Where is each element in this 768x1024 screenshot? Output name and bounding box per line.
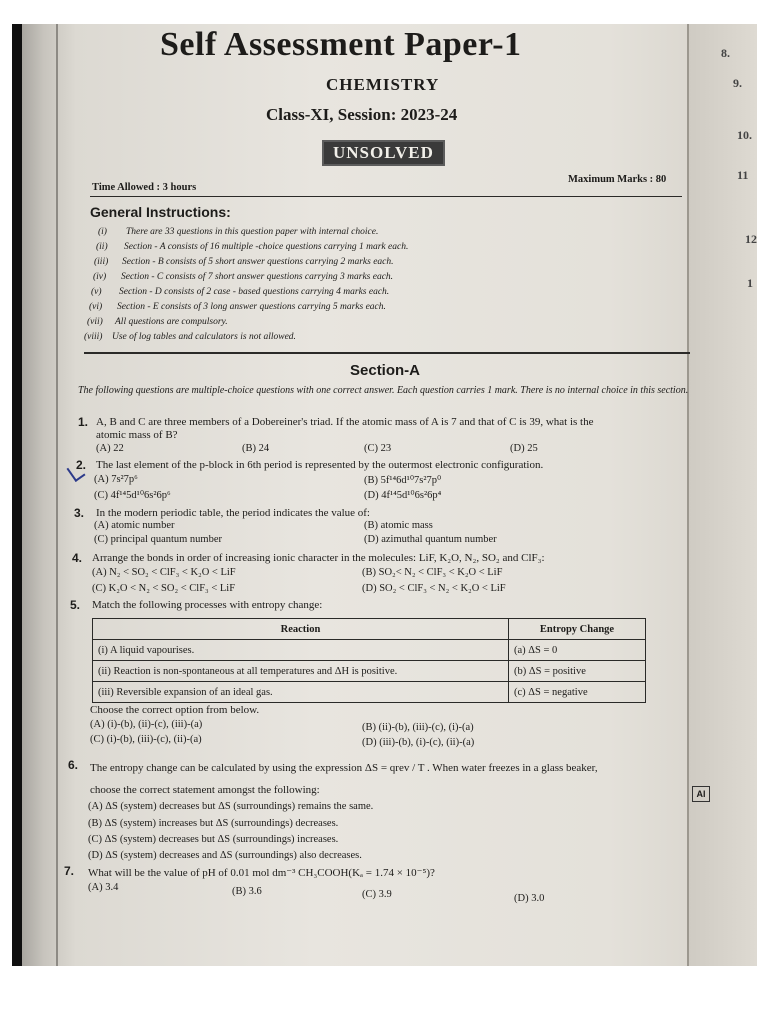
option: (C) 23 <box>364 443 392 454</box>
question-text-cont: choose the correct statement amongst the following: <box>90 784 320 796</box>
question-text-cont: atomic mass of B? <box>96 429 178 441</box>
ai-tag-icon: AI <box>692 786 710 802</box>
instruction-number: (viii) <box>84 332 103 342</box>
instruction-text: There are 33 questions in this question paper with internal choice. <box>126 227 379 237</box>
adjacent-number: 1 <box>747 276 753 290</box>
question-text: Match the following processes with entropy change: <box>92 599 323 611</box>
option: (C) 3.9 <box>362 889 392 900</box>
instruction-item <box>89 302 386 312</box>
instruction-text: All questions are compulsory. <box>115 317 228 327</box>
instruction-item <box>93 272 393 282</box>
instruction-text: Use of log tables and calculators is not allowed. <box>112 332 296 342</box>
instruction-item <box>84 332 296 342</box>
table-header-row <box>93 619 646 640</box>
instruction-item <box>96 242 408 252</box>
option: (D) (iii)-(b), (i)-(c), (ii)-(a) <box>362 737 475 748</box>
table-cell: (iii) Reversible expansion of an ideal gas. <box>93 682 509 703</box>
instruction-number: (i) <box>98 227 107 237</box>
instruction-number: (iii) <box>94 257 109 267</box>
table-cell: (ii) Reaction is non-spontaneous at all temperatures and ΔH is positive. <box>93 661 509 682</box>
option: (B) 24 <box>242 443 270 454</box>
adjacent-page-edge <box>687 24 757 966</box>
instruction-text: Section - C consists of 7 short answer questions carrying 3 marks each. <box>121 272 394 282</box>
instruction-number: (ii) <box>96 242 108 252</box>
question-number: 1. <box>78 415 89 429</box>
table-cell: (b) ΔS = positive <box>509 661 646 682</box>
option: (D) ΔS (system) decreases and ΔS (surroundings) also decreases. <box>88 850 362 861</box>
option: (B) 5f¹⁴6d¹⁰7s²7p⁰ <box>364 475 442 486</box>
instruction-text: Section - E consists of 3 long answer questions carrying 5 marks each. <box>117 302 386 312</box>
option: (B) atomic mass <box>364 520 433 531</box>
unsolved-badge: UNSOLVED <box>322 140 445 166</box>
question-text: In the modern periodic table, the period indicates the value of: <box>96 507 370 519</box>
option: (C) (i)-(b), (iii)-(c), (ii)-(a) <box>90 734 202 745</box>
instruction-text: Section - D consists of 2 case - based questions carrying 4 marks each. <box>119 287 390 297</box>
section-a-intro: The following questions are multiple-choice questions with one correct answer. Each question carries 1 mark. There is no internal choice in this section. <box>78 385 689 396</box>
question-text: The last element of the p-block in 6th period is represented by the outermost electronic configuration. <box>96 459 544 471</box>
adjacent-number: 12 <box>745 232 757 246</box>
question-number: 2. <box>76 458 87 472</box>
option: (A) 22 <box>96 443 124 454</box>
option: (A) atomic number <box>94 520 175 531</box>
option: (D) 4f¹⁴5d¹⁰6s²6p⁴ <box>364 490 442 501</box>
option: (A) (i)-(b), (ii)-(c), (iii)-(a) <box>90 719 203 730</box>
instructions-heading: General Instructions: <box>90 204 231 220</box>
option: (A) 3.4 <box>88 882 119 893</box>
instructions-rule <box>84 352 690 354</box>
question-number: 7. <box>64 864 75 878</box>
option: (C) ΔS (system) decreases but ΔS (surroundings) increases. <box>88 834 339 845</box>
option: (A) ΔS (system) decreases but ΔS (surroundings) remains the same. <box>88 801 374 812</box>
adjacent-number: 10. <box>737 128 752 142</box>
question-number: 3. <box>74 506 85 520</box>
instruction-item <box>91 287 389 297</box>
instruction-item <box>94 257 394 267</box>
adjacent-number: 11 <box>737 168 749 182</box>
entropy-match-table <box>92 618 646 703</box>
instruction-number: (vii) <box>87 317 103 327</box>
question-text: What will be the value of pH of 0.01 mol dm⁻³ CH₃COOH(Kₐ = 1.74 × 10⁻⁵)? <box>88 867 435 879</box>
instruction-item <box>87 317 228 327</box>
instruction-number: (vi) <box>89 302 103 312</box>
table-row <box>93 682 646 703</box>
table-cell: (c) ΔS = negative <box>509 682 646 703</box>
option: (A) N₂ < SO₂ < ClF₃ < K₂O < LiF <box>92 567 236 578</box>
subject-title: CHEMISTRY <box>326 75 440 94</box>
question-text: A, B and C are three members of a Dobereiner's triad. If the atomic mass of A is 7 and that of C is 39, what is the <box>96 416 594 428</box>
question-number: 4. <box>72 551 83 565</box>
time-allowed: Time Allowed : 3 hours <box>92 182 197 193</box>
table-row <box>93 661 646 682</box>
option: (D) azimuthal quantum number <box>364 534 497 545</box>
question-text: Arrange the bonds in order of increasing ionic character in the molecules: LiF, K₂O, N₂, SO₂ and ClF₃: <box>92 552 545 564</box>
option: (D) 25 <box>510 443 538 454</box>
instruction-number: (v) <box>91 287 102 297</box>
paper-title: Self Assessment Paper-1 <box>160 26 522 63</box>
adjacent-number: 9. <box>733 76 742 90</box>
option: (D) SO₂ < ClF₃ < N₂ < K₂O < LiF <box>362 583 506 594</box>
option: (C) principal quantum number <box>94 534 223 545</box>
table-cell: (a) ΔS = 0 <box>509 640 646 661</box>
maximum-marks: Maximum Marks : 80 <box>568 174 667 185</box>
option: (C) K₂O < N₂ < SO₂ < ClF₃ < LiF <box>92 583 236 594</box>
instruction-text: Section - A consists of 16 multiple -choice questions carrying 1 mark each. <box>124 242 409 252</box>
option: (B) 3.6 <box>232 886 262 897</box>
question-number: 6. <box>68 758 79 772</box>
option: (A) 7s²7p⁶ <box>94 474 138 485</box>
instruction-text: Section - B consists of 5 short answer questions carrying 2 marks each. <box>122 257 394 267</box>
question-number: 5. <box>70 598 81 612</box>
option: (D) 3.0 <box>514 893 545 904</box>
option: (C) 4f¹⁴5d¹⁰6s²6p⁶ <box>94 490 171 501</box>
section-a-heading: Section-A <box>350 362 421 379</box>
option: (B) SO₂< N₂ < ClF₃ < K₂O < LiF <box>362 567 503 578</box>
option: (B) ΔS (system) increases but ΔS (surroundings) decreases. <box>88 818 339 829</box>
header-rule <box>90 196 682 197</box>
adjacent-number: 8. <box>721 46 730 60</box>
question-text-cont: Choose the correct option from below. <box>90 704 260 716</box>
page-gutter <box>22 24 79 966</box>
instruction-item <box>98 227 378 237</box>
column-header: Entropy Change <box>509 619 646 640</box>
question-text: The entropy change can be calculated by using the expression ΔS = qrev / T . When water freezes in a glass beaker, <box>90 762 598 774</box>
column-header: Reaction <box>93 619 509 640</box>
table-cell: (i) A liquid vapourises. <box>93 640 509 661</box>
instruction-number: (iv) <box>93 272 107 282</box>
table-row <box>93 640 646 661</box>
class-session: Class-XI, Session: 2023-24 <box>266 105 458 124</box>
option: (B) (ii)-(b), (iii)-(c), (i)-(a) <box>362 722 474 733</box>
